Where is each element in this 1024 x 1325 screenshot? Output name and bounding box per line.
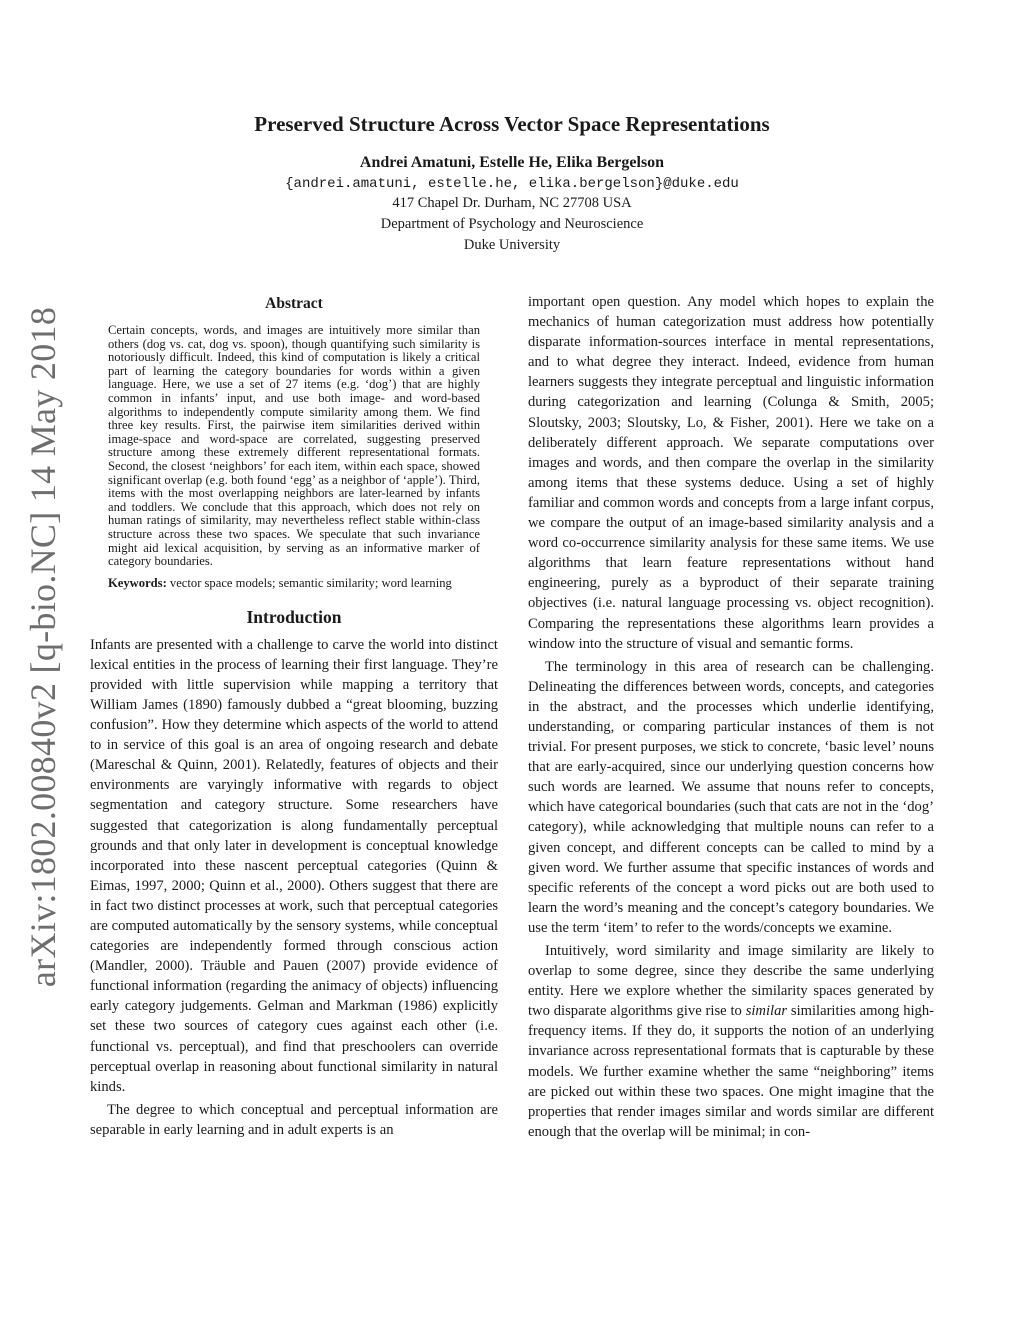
intro-paragraph-4-start: Intuitively, word similarity and image similarity are likely to overlap to some degree, since they describe the same underlying entity. Here we explore whether the similarity spaces generated by two disparate algorithms give rise to	[528, 943, 934, 1020]
abstract-body	[108, 324, 480, 569]
intro-paragraph-1: Infants are presented with a challenge to carve the world into distinct lexical entities in the process of learning their first language. They’re provided with little supervision while mapping a territory that William James (1890) famously dubbed a “great blooming, buzzing confusion”. How they determine which aspects of the world to attend to in service of this goal is an area of ongoing research and debate (Mareschal & Quinn, 2001). Relatedly, features of objects and their environments are varyingly informative with regards to object segmentation and category structure. Some researchers have suggested that categorization is along fundamentally perceptual grounds and that only later in development is conceptual knowledge incorporated into these nascent perceptual categories (Quinn & Eimas, 1997, 2000; Quinn et al., 2000). Others suggest that there are in fact two distinct processes at work, such that perceptual categories are computed automatically by the sensory systems, while conceptual categories are independently formed through conscious action (Mandler, 2000). Träuble and Pauen (2007) provide evidence of functional information (regarding the animacy of objects) influencing early category judgements. Gelman and Markman (1986) explicitly set these two sources of category cues against each other (i.e. functional vs. perceptual), and find that preschoolers can override perceptual overlap in reasoning about functional similarity in natural kinds.	[90, 636, 498, 1095]
right-column	[528, 292, 934, 1142]
abstract-text: Certain concepts, words, and images are intuitively more similar than others (dog vs. cat, dog vs. spoon), though quantifying such similarity is notoriously difficult. Indeed, this kind of computation is likely a critical part of learning the category boundaries for words within a given language. Here, we use a set of 27 items (e.g. ‘dog’) that are highly common in infants’ input, and use both image- and word-based algorithms to independently compute similarity among them. We find three key results. First, the pairwise item similarities derived within image-space and word-space are correlated, suggesting preserved structure among these extremely different representational formats. Second, the closest ‘neighbors’ for each item, within each space, showed significant overlap (e.g. both found ‘egg’ as a neighbor of ‘apple’). Third, items with the most overlapping neighbors are later-learned by infants and toddlers. We conclude that this approach, which does not rely on human ratings of similarity, may nevertheless reflect stable within-class structure across these two spaces. We speculate that such invariance might aid lexical acquisition, by serving as an informative marker of category boundaries.	[108, 323, 480, 569]
paper-header	[0, 112, 1024, 258]
intro-paragraph-2: The degree to which conceptual and perceptual information are separable in early learning and in adult experts is an	[90, 1101, 498, 1138]
arxiv-watermark	[22, 306, 64, 988]
emphasized-similar: similar	[745, 1003, 788, 1020]
intro-paragraph-4	[528, 941, 934, 1142]
keywords	[108, 576, 480, 590]
author-emails: {andrei.amatuni, estelle.he, elika.bergelson}@duke.edu	[285, 176, 739, 192]
left-column	[90, 292, 498, 1140]
paper-title: Preserved Structure Across Vector Space Representations	[254, 112, 770, 136]
author-list: Andrei Amatuni, Estelle He, Elika Bergelson	[359, 154, 665, 171]
author-address: 417 Chapel Dr. Durham, NC 27708 USA	[392, 195, 632, 211]
arxiv-id: arXiv:1802.00840v2 [q-bio.NC] 14 May 2018	[23, 306, 64, 988]
keywords-text: vector space models; semantic similarity; word learning	[169, 575, 452, 590]
author-department: Department of Psychology and Neuroscience	[380, 216, 644, 232]
introduction-body-right	[528, 292, 934, 1142]
keywords-label: Keywords:	[108, 575, 167, 590]
intro-paragraph-3: The terminology in this area of research can be challenging. Delineating the differences between words, concepts, and categories in the abstract, and the processes which underlie identifying, understanding, or comparing particular instances of them is not trivial. For present purposes, we stick to concrete, ‘basic level’ nouns that are early-acquired, since our underlying question concerns how such words are learned. We assume that nouns refer to concepts, which have categorical boundaries (such that cats are not in the ‘dog’ category), while acknowledging that multiple nouns can refer to a given concept, and different concepts can be called to mind by a given word. We further assume that specific instances of words and specific referents of the concept a word picks out are both used to learn the word’s meaning and the concept’s category boundaries. We use the term ‘item’ to refer to the words/concepts we examine.	[528, 658, 934, 936]
abstract-heading: Abstract	[265, 295, 323, 312]
author-university: Duke University	[463, 237, 561, 253]
intro-paragraph-4-end: similarities among high-frequency items. If they do, it supports the notion of an underlying invariance across representational formats that is capturable by these models. We further examine whether the same “neighboring” items are picked out within these two spaces. One might imagine that the properties that render images similar and words similar are different enough that the overlap will be minimal; in con-	[528, 1003, 934, 1140]
introduction-heading: Introduction	[246, 606, 342, 627]
introduction-body-left	[90, 635, 498, 1140]
intro-paragraph-2-continued: important open question. Any model which hopes to explain the mechanics of human categorization must address how potentially disparate information-sources interface in mental representations, and to what degree they interact. Indeed, evidence from human learners suggests they integrate perceptual and linguistic information during categorization and learning (Colunga & Smith, 2005; Sloutsky, 2003; Sloutsky, Lo, & Fisher, 2001). Here we take on a deliberately different approach. We separate computations over images and words, and then compare the overlap in the similarity among items that these systems deduce. Using a set of highly familiar and common words and concepts from a large infant corpus, we compare the output of an image-based similarity analysis and a word co-occurrence similarity analysis for these same items. We use algorithms that learn feature representations without hand engineering, purely as a byproduct of their separate training objectives (i.e. natural language processing vs. object recognition). Comparing the representations these algorithms learn provides a window into the structure of visual and semantic forms.	[528, 294, 934, 652]
